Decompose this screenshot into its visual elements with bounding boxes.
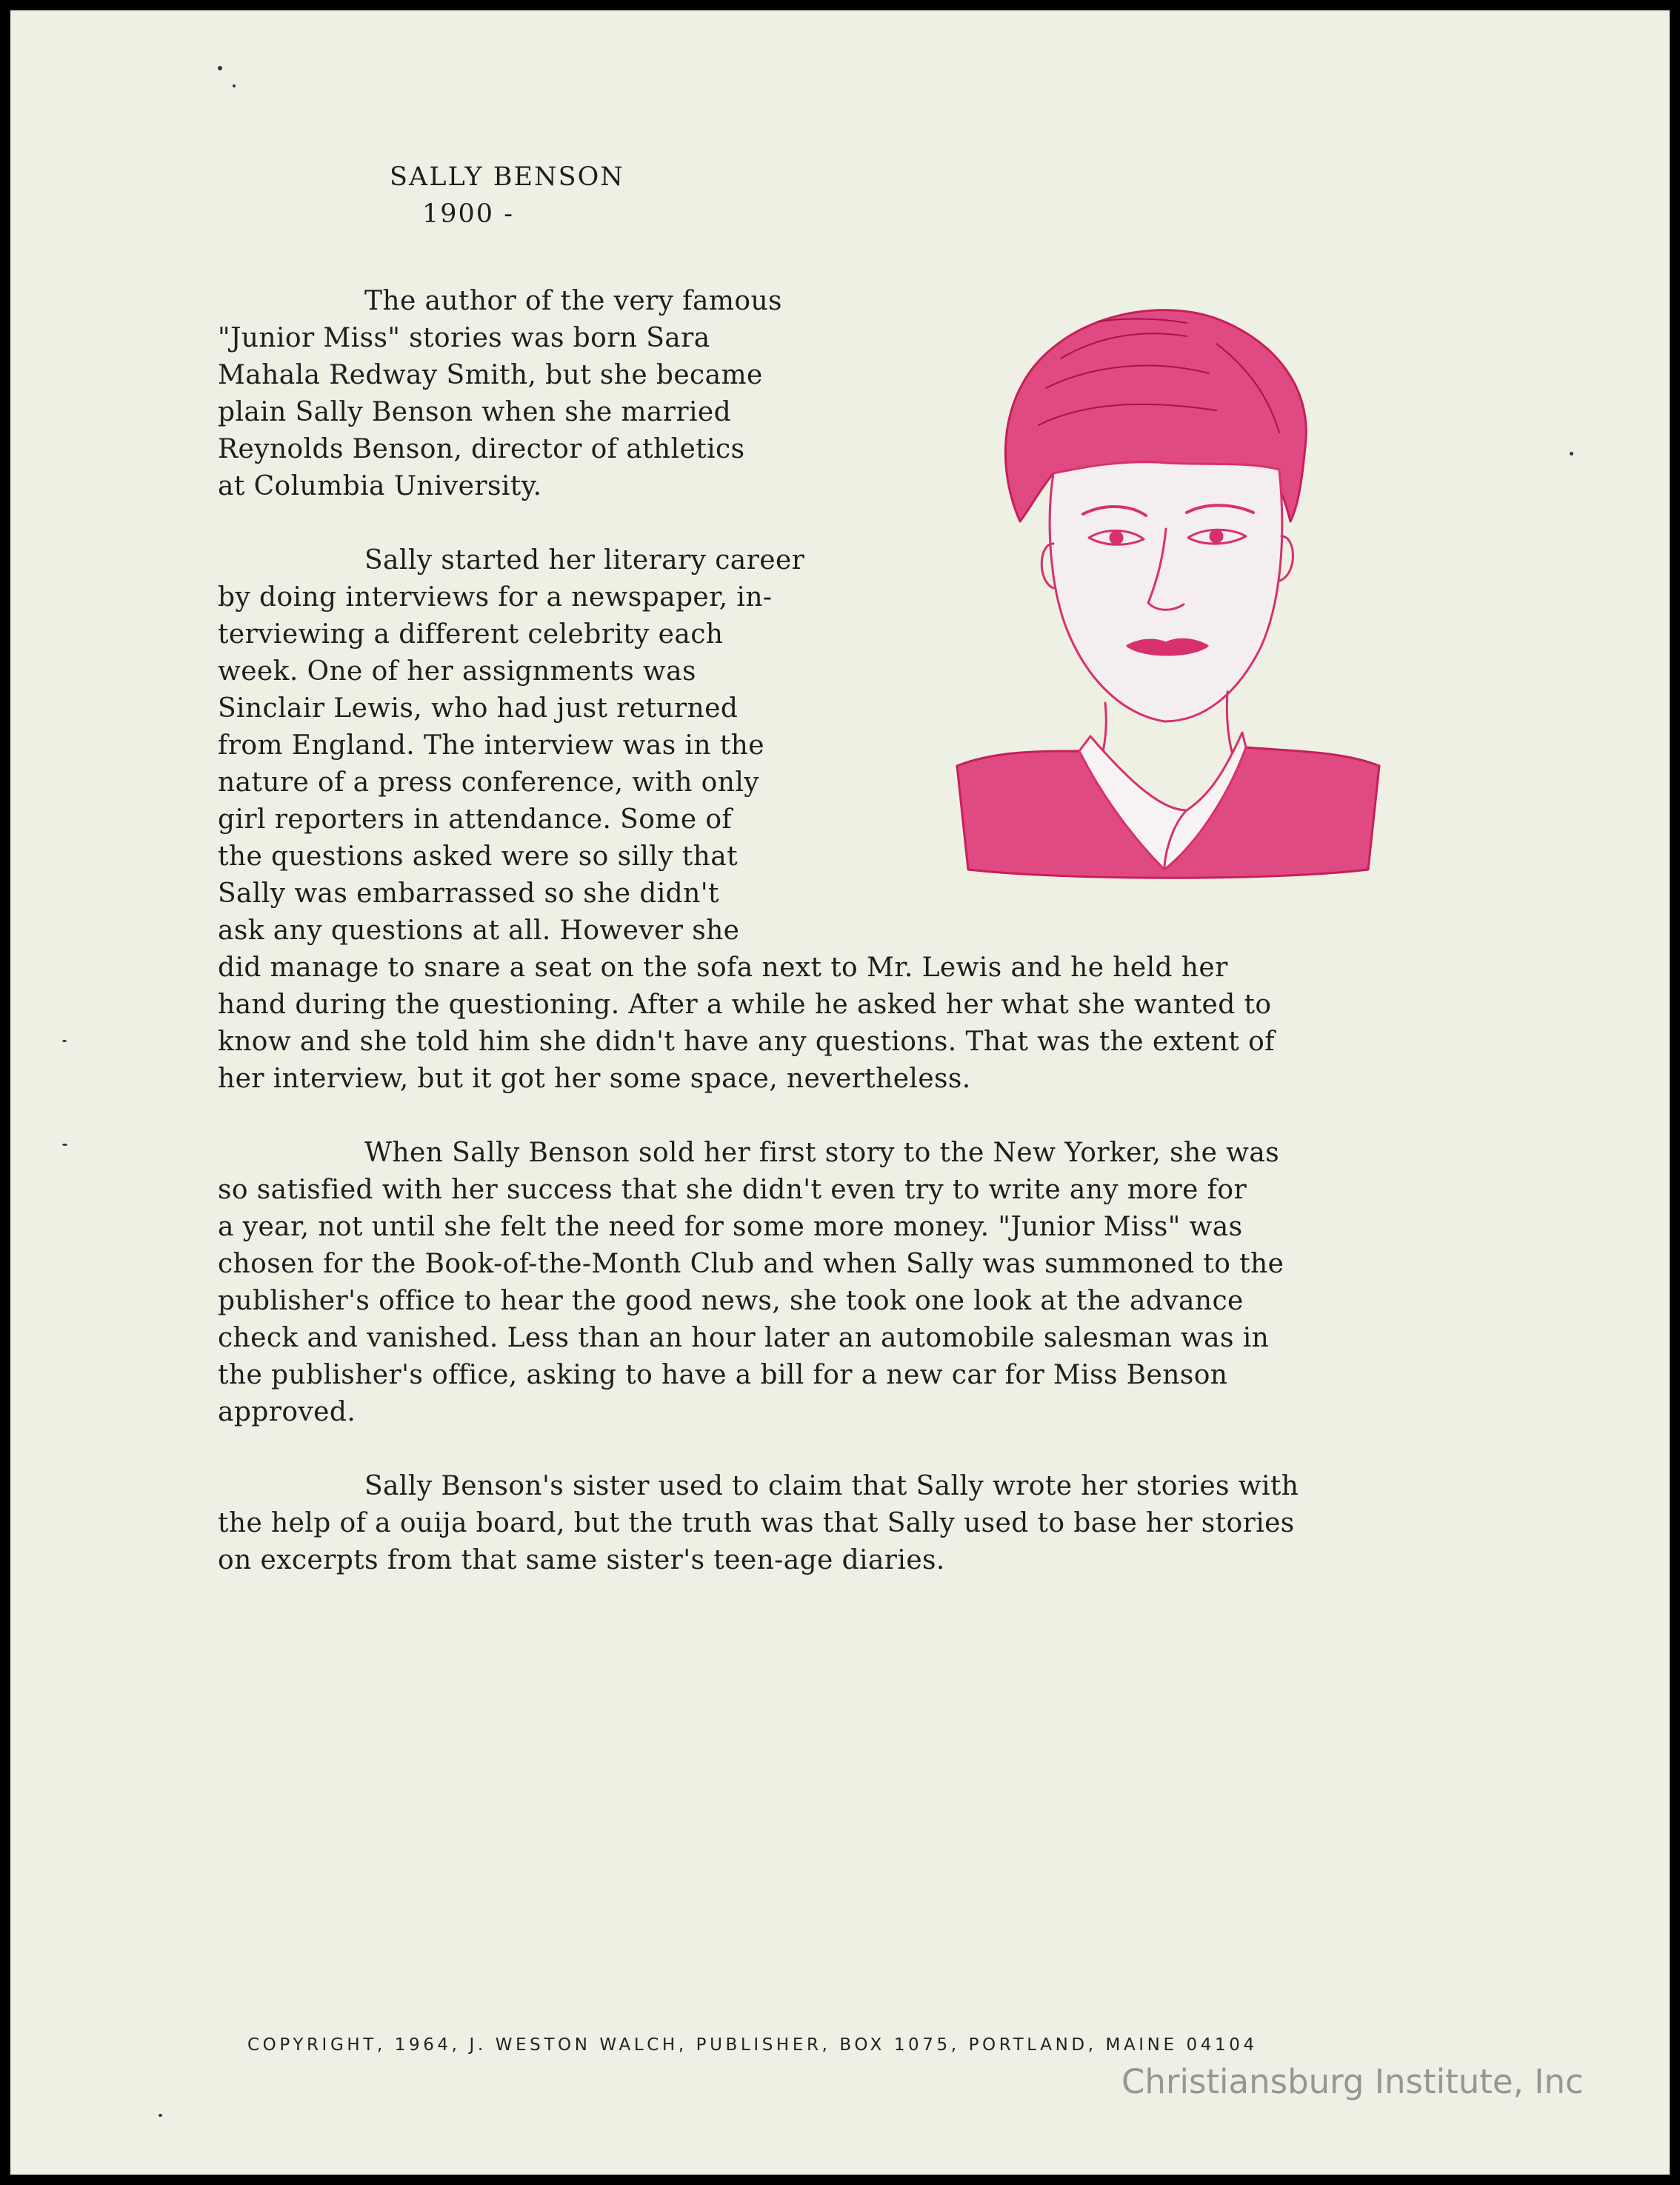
text-line: Sally was embarrassed so she didn't — [218, 878, 719, 909]
paper-speck — [233, 84, 236, 87]
paper-speck — [62, 1040, 67, 1042]
text-line: a year, not until she felt the need for some more money. "Junior Miss" was — [218, 1212, 1243, 1242]
text-line: "Junior Miss" stories was born Sara — [218, 323, 710, 353]
text-line: did manage to snare a seat on the sofa next to Mr. Lewis and he held her — [218, 953, 1228, 983]
text-line: the help of a ouija board, but the truth was that Sally used to base her stories — [218, 1508, 1295, 1538]
text-line: so satisfied with her success that she didn't even try to write any more for — [218, 1175, 1247, 1205]
portrait-illustration — [950, 277, 1387, 884]
paper-speck — [62, 1144, 67, 1146]
text-line: When Sally Benson sold her first story to the New Yorker, she was — [364, 1138, 1280, 1168]
text-line: publisher's office to hear the good news, she took one look at the advance — [218, 1286, 1244, 1316]
portrait-face — [1050, 462, 1282, 721]
text-line: the publisher's office, asking to have a bill for a new car for Miss Benson — [218, 1360, 1228, 1390]
document-page — [10, 10, 1670, 2175]
text-line: at Columbia University. — [218, 471, 542, 501]
text-line: Reynolds Benson, director of athletics — [218, 434, 745, 464]
watermark: Christiansburg Institute, Inc — [1121, 2062, 1584, 2101]
text-line: by doing interviews for a newspaper, in- — [218, 582, 773, 613]
text-line: check and vanished. Less than an hour later an automobile salesman was in — [218, 1323, 1270, 1353]
paper-speck — [159, 2114, 162, 2117]
text-line: chosen for the Book-of-the-Month Club and when Sally was summoned to the — [218, 1249, 1284, 1279]
paragraph-4 — [218, 1468, 1299, 1579]
portrait-sketch — [957, 310, 1379, 878]
text-line: her interview, but it got her some space, nevertheless. — [218, 1064, 971, 1094]
text-line: Mahala Redway Smith, but she became — [218, 360, 763, 390]
title-years: 1900 - — [422, 199, 515, 229]
paragraph-1 — [218, 283, 782, 505]
text-line: ask any questions at all. However she — [218, 915, 740, 946]
text-line: terviewing a different celebrity each — [218, 619, 724, 650]
text-line: on excerpts from that same sister's teen-age diaries. — [218, 1545, 945, 1575]
text-line: from England. The interview was in the — [218, 730, 764, 761]
text-line: nature of a press conference, with only — [218, 767, 759, 798]
title-name: SALLY BENSON — [390, 162, 624, 192]
text-line: hand during the questioning. After a while he asked her what she wanted to — [218, 990, 1272, 1020]
text-line: approved. — [218, 1397, 356, 1427]
text-line: the questions asked were so silly that — [218, 841, 738, 872]
text-line: Sally Benson's sister used to claim that Sally wrote her stories with — [364, 1471, 1299, 1501]
paper-speck — [1570, 452, 1573, 456]
copyright-footer: COPYRIGHT, 1964, J. WESTON WALCH, PUBLISHER, BOX 1075, PORTLAND, MAINE 04104 — [247, 2035, 1258, 2055]
text-line: Sally started her literary career — [364, 545, 805, 576]
text-line: girl reporters in attendance. Some of — [218, 804, 733, 835]
text-line: The author of the very famous — [364, 286, 782, 316]
text-line: Sinclair Lewis, who had just returned — [218, 693, 739, 724]
text-line: plain Sally Benson when she married — [218, 397, 732, 427]
text-line: know and she told him she didn't have any questions. That was the extent of — [218, 1027, 1275, 1057]
paragraph-3 — [218, 1135, 1284, 1431]
paper-speck — [218, 66, 222, 70]
text-line: week. One of her assignments was — [218, 656, 696, 687]
